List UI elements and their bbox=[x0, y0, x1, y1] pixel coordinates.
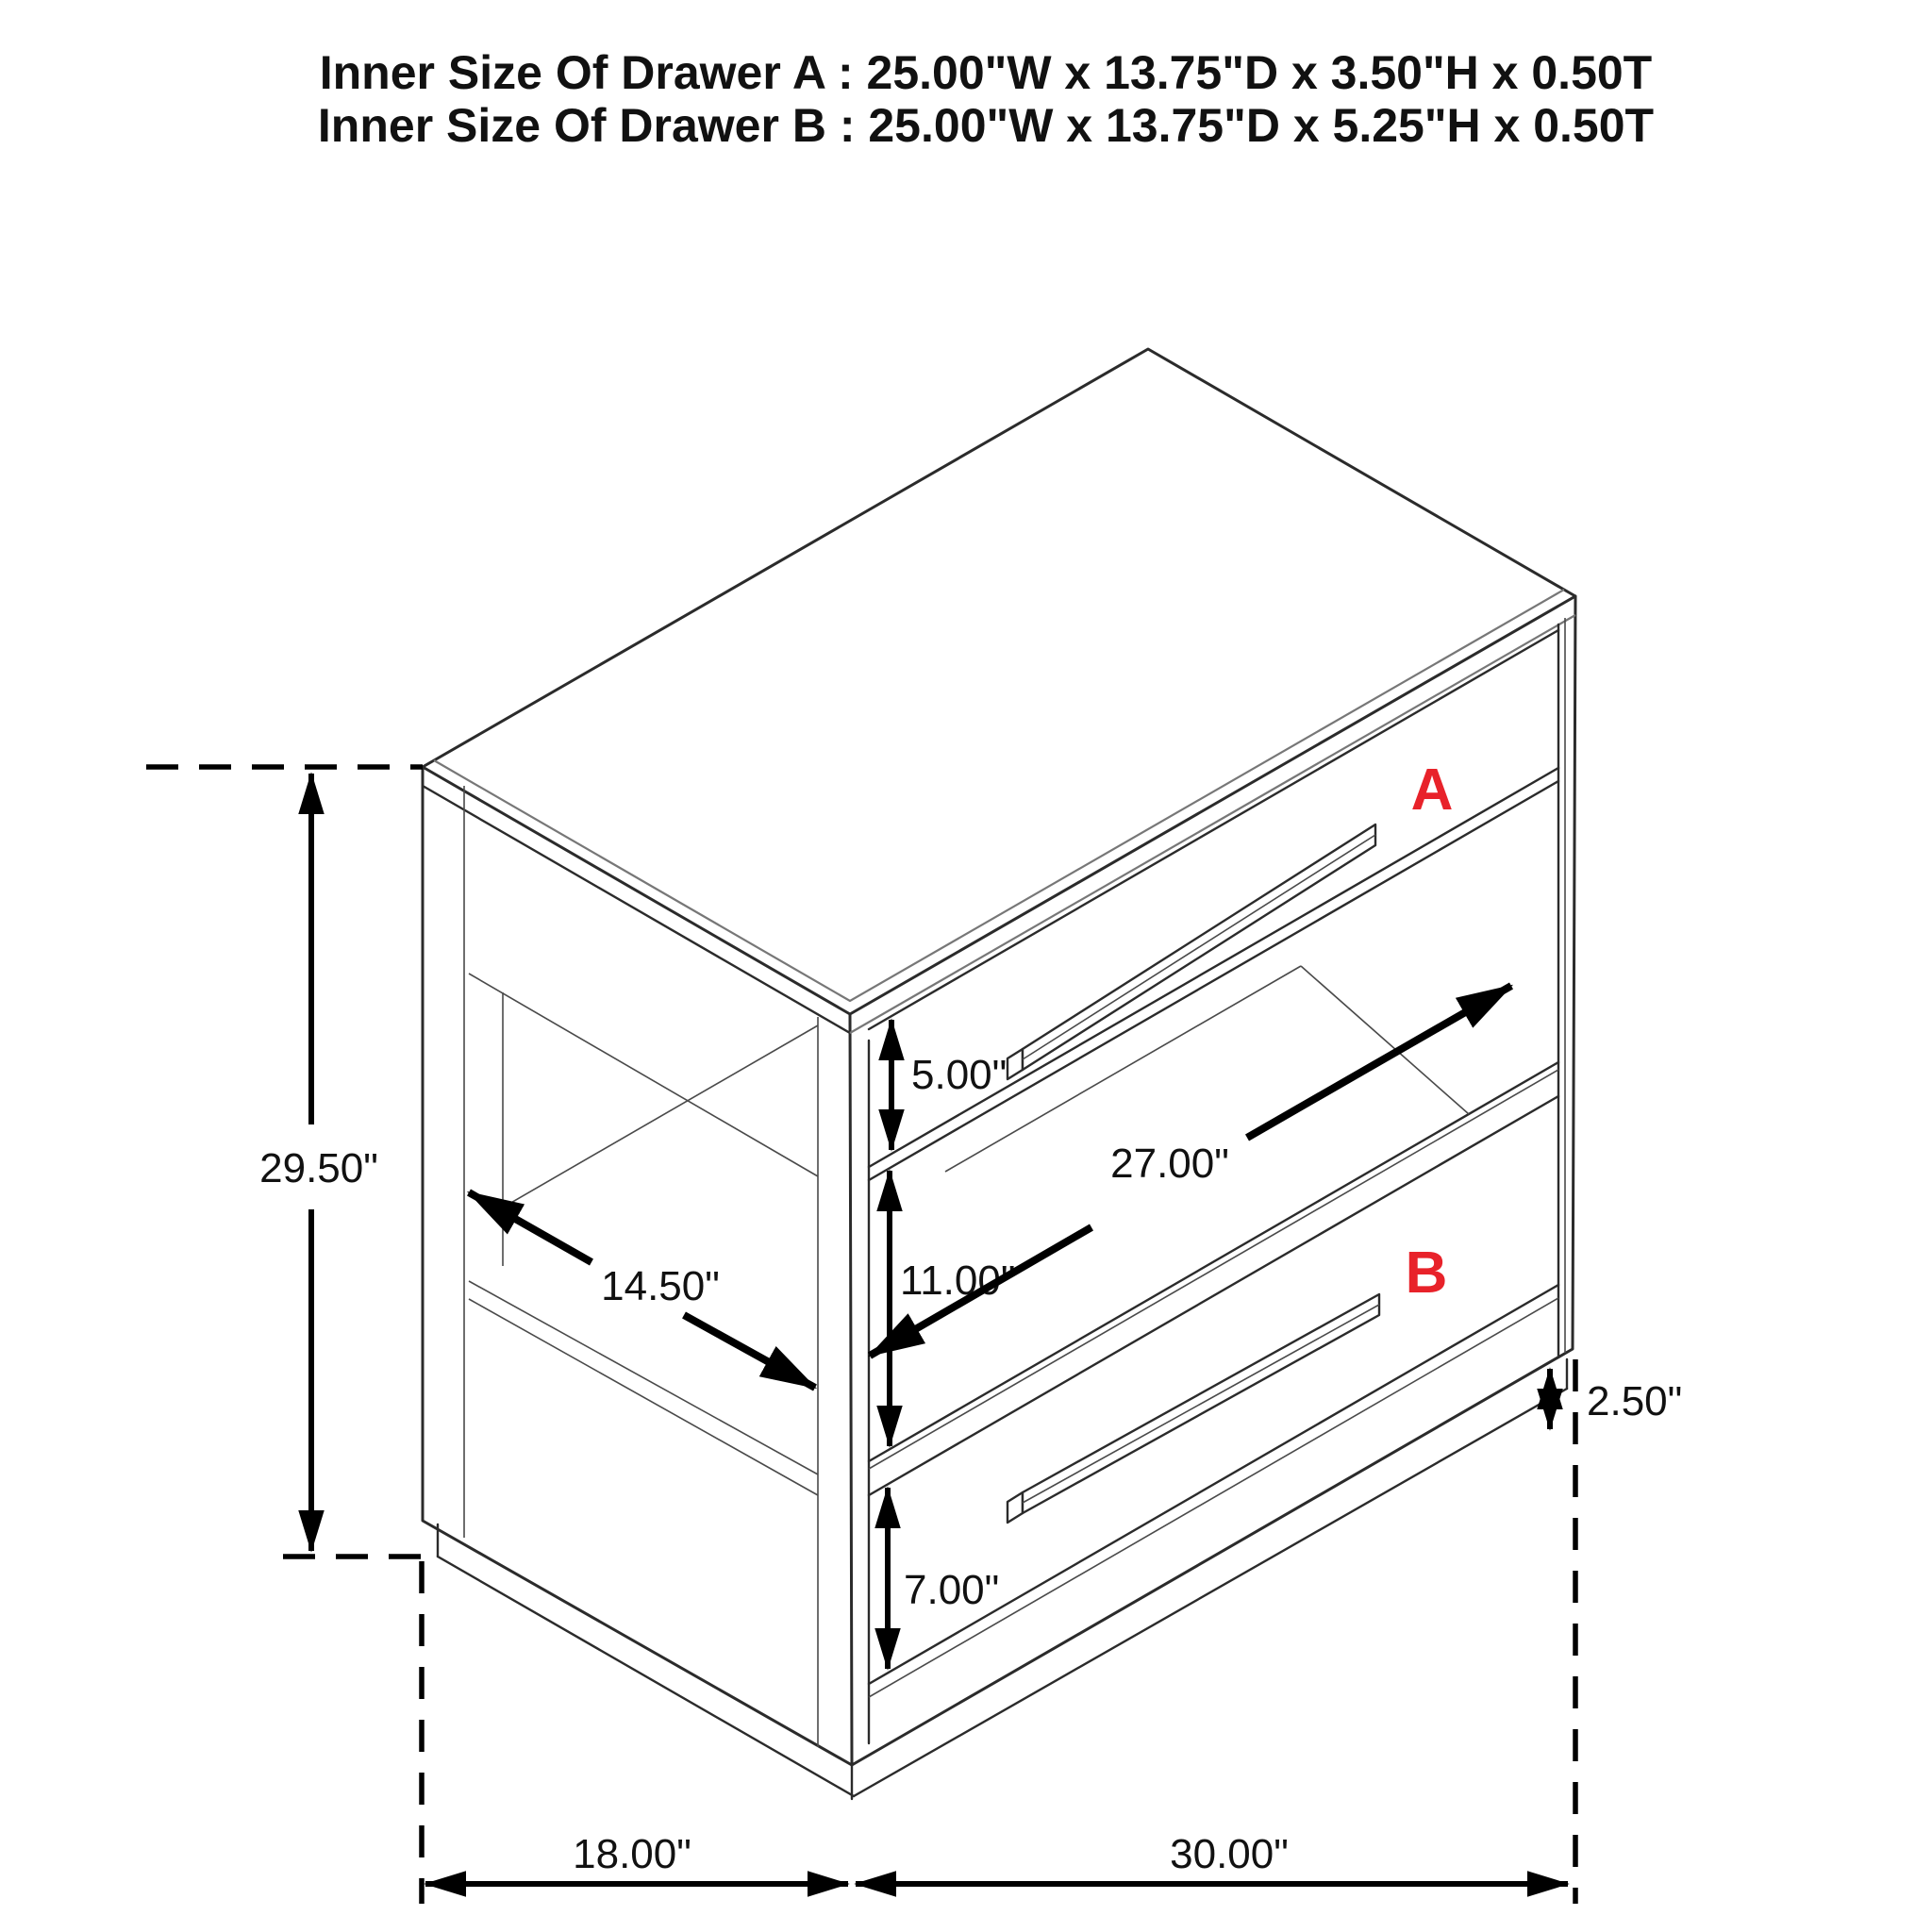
shelf-depth-arrow-lower bbox=[684, 1315, 815, 1388]
drawer-a-bottom-edge bbox=[869, 768, 1558, 1167]
side-compartment-top-edge bbox=[469, 974, 818, 1176]
opening-top-edge bbox=[869, 781, 1558, 1180]
top-band-left bbox=[423, 786, 850, 1033]
drawer-b-handle bbox=[1008, 1294, 1379, 1523]
front-corner-edge bbox=[850, 1014, 852, 1765]
top-band-front bbox=[850, 615, 1575, 1033]
drawer-a-top-edge bbox=[869, 630, 1558, 1029]
dim-base-height: 2.50" bbox=[1587, 1378, 1683, 1424]
title-line-2: Inner Size Of Drawer B : 25.00"W x 13.75"D x 5.25"H x 0.50T bbox=[317, 99, 1655, 152]
side-compartment-back-edge bbox=[503, 1025, 818, 1208]
dim-opening-height: 11.00" bbox=[900, 1257, 1016, 1304]
title-line-1: Inner Size Of Drawer A : 25.00"W x 13.75"D x 3.50"H x 0.50T bbox=[319, 46, 1653, 99]
side-shelf-bottom-edge bbox=[469, 1299, 818, 1495]
drawer-b-bottom-edge bbox=[869, 1285, 1558, 1684]
dim-shelf-depth: 14.50" bbox=[601, 1263, 720, 1309]
drawer-b-label: B bbox=[1405, 1241, 1448, 1306]
top-surface-inset bbox=[434, 590, 1564, 1001]
drawer-a-handle bbox=[1008, 824, 1375, 1079]
side-shelf-top-edge bbox=[469, 1281, 818, 1474]
dim-opening-width: 27.00" bbox=[1110, 1141, 1229, 1187]
dim-front-width: 30.00" bbox=[1170, 1831, 1289, 1877]
drawer-a-label: A bbox=[1410, 758, 1454, 823]
dim-side-depth: 18.00" bbox=[573, 1831, 691, 1877]
top-front-edges bbox=[423, 596, 1575, 1014]
dim-drawer-b-height: 7.00" bbox=[904, 1567, 1000, 1613]
dimension-annotations bbox=[146, 767, 1682, 1904]
shelf-depth-arrow-upper bbox=[469, 1192, 591, 1262]
plinth-bottom-left bbox=[438, 1557, 854, 1796]
dim-drawer-a-height: 5.00" bbox=[911, 1052, 1008, 1098]
dim-overall-height: 29.50" bbox=[259, 1145, 378, 1191]
bottom-rail-edge bbox=[869, 1298, 1558, 1697]
opening-width-arrow-upper bbox=[1247, 986, 1511, 1138]
